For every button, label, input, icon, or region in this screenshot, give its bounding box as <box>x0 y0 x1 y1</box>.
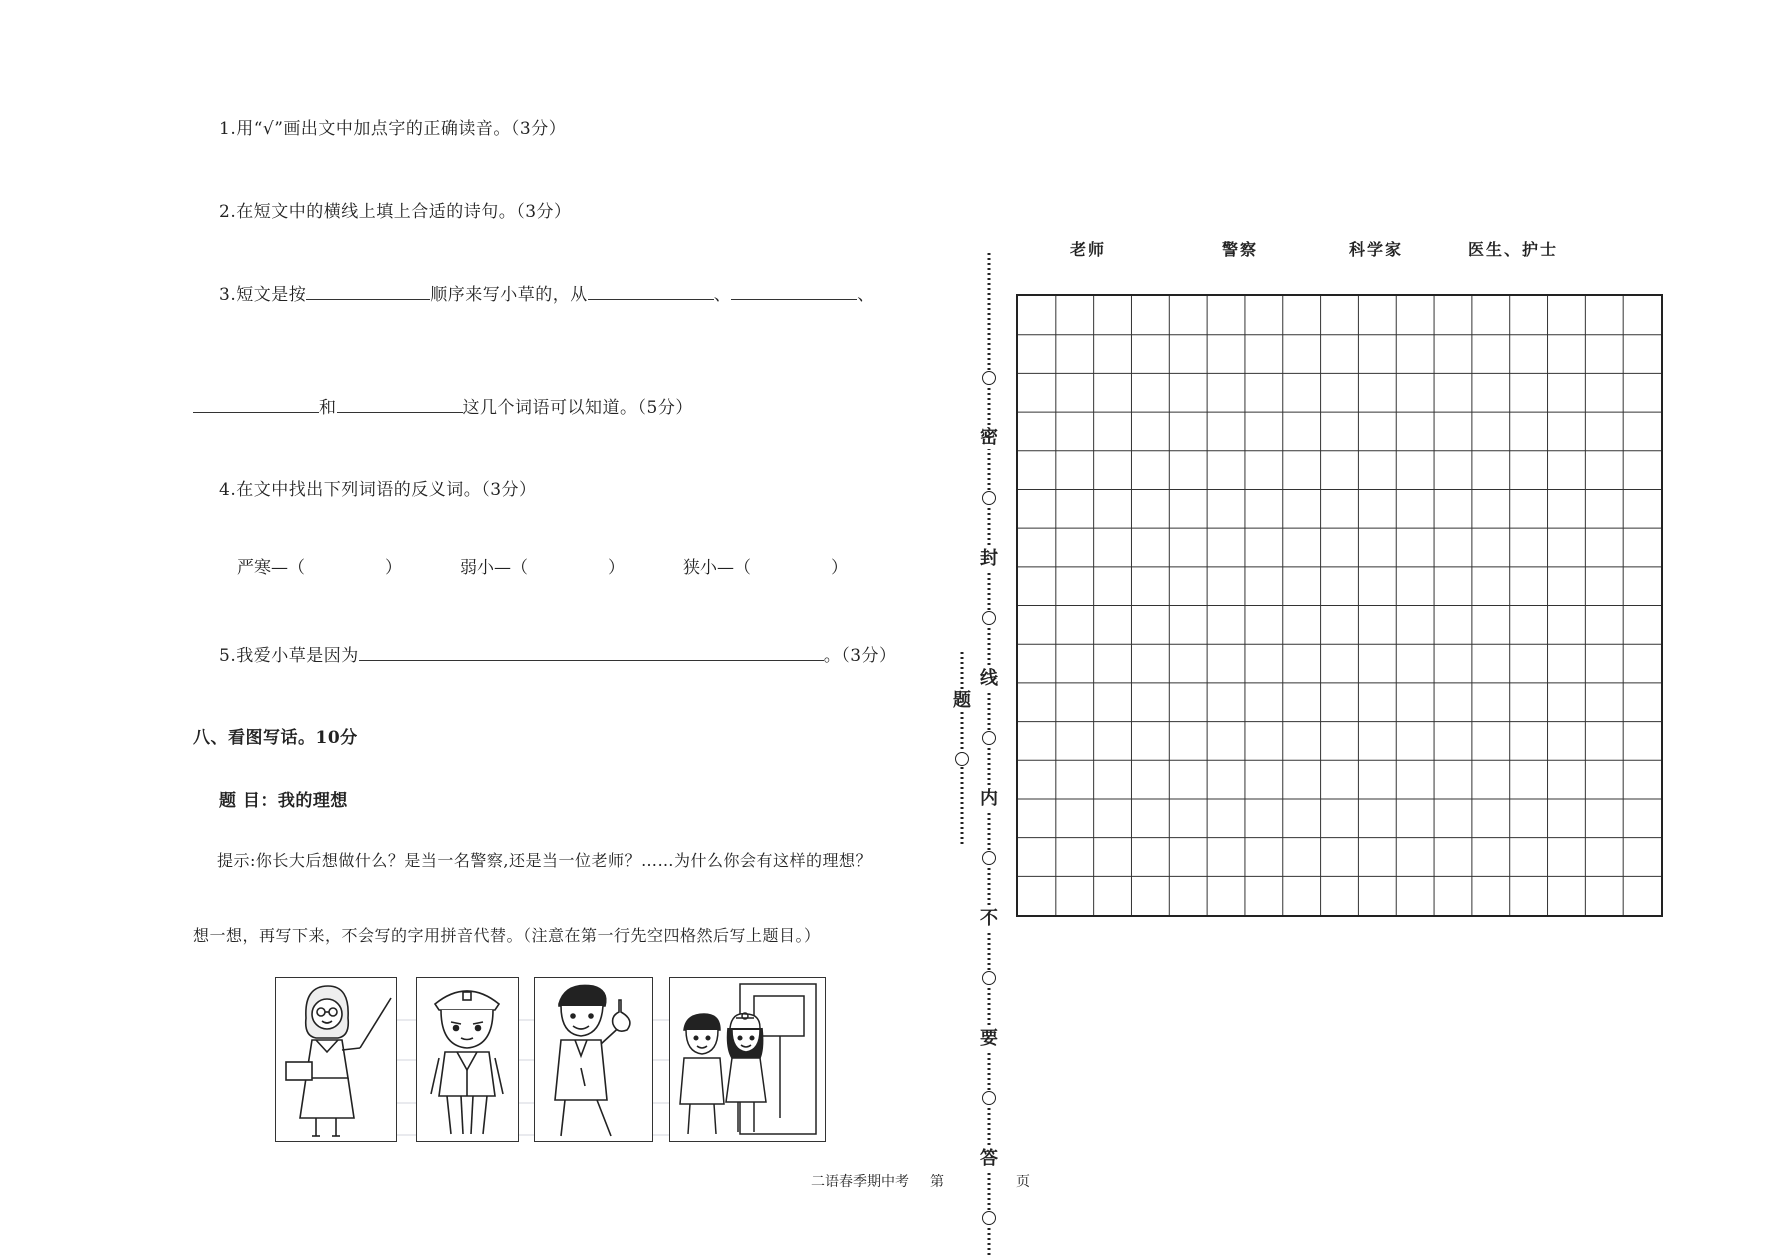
seal-circle <box>982 491 996 505</box>
question-3-line-1 <box>219 280 875 305</box>
question-3-end: 这几个词语可以知道。（5分） <box>462 398 693 418</box>
writing-topic: 题 目：我的理想 <box>219 791 348 811</box>
footer-page-suffix: 页 <box>1016 1174 1030 1190</box>
answer-blank[interactable] <box>731 282 857 300</box>
caption-scientist: 科学家 <box>1349 240 1404 259</box>
answer-blank[interactable] <box>337 395 463 413</box>
antonym-2-close: ） <box>608 558 625 578</box>
separator: 、 <box>857 285 875 305</box>
question-2: 2.在短文中的横线上填上合适的诗句。（3分） <box>219 202 572 222</box>
police-illustration <box>417 978 517 1140</box>
question-3-prefix: 3.短文是按 <box>219 285 307 305</box>
antonym-3-open: 狭小—（ <box>683 558 751 578</box>
seal-char-nei: 内 <box>977 788 1001 810</box>
seal-circle <box>982 731 996 745</box>
picture-strip <box>272 965 832 1147</box>
question-1: 1.用“√”画出文中加点字的正确读音。（3分） <box>219 119 567 139</box>
caption-police: 警察 <box>1222 240 1259 259</box>
question-5-prefix: 5.我爱小草是因为 <box>219 646 359 666</box>
seal-circle <box>982 851 996 865</box>
antonym-2-open: 弱小—（ <box>460 558 528 578</box>
seal-circle <box>982 1091 996 1105</box>
picture-doctor-nurse <box>669 977 826 1142</box>
seal-circle <box>955 752 969 766</box>
picture-teacher <box>275 977 397 1142</box>
picture-police <box>416 977 519 1142</box>
answer-blank[interactable] <box>193 395 319 413</box>
question-3-mid: 顺序来写小草的，从 <box>430 285 588 305</box>
seal-circle <box>982 971 996 985</box>
seal-dotted-line <box>987 253 991 1258</box>
antonym-1-open: 严寒—（ <box>237 558 305 578</box>
picture-scientist <box>534 977 653 1142</box>
seal-dotted-line-short <box>960 652 964 847</box>
question-5 <box>219 641 897 666</box>
writing-grid-lines <box>1018 296 1661 915</box>
seal-char-feng: 封 <box>977 548 1001 570</box>
caption-teacher: 老师 <box>1070 240 1107 259</box>
antonym-3-close: ） <box>831 558 848 578</box>
seal-char-ti: 题 <box>950 690 974 712</box>
seal-char-xian: 线 <box>977 668 1001 690</box>
question-3-and: 和 <box>319 398 337 418</box>
writing-grid[interactable] <box>1016 294 1663 917</box>
seal-char-yao: 要 <box>977 1028 1001 1050</box>
seal-circle <box>982 371 996 385</box>
teacher-illustration <box>276 978 395 1140</box>
section-8-heading: 八、看图写话。10分 <box>193 728 358 748</box>
seal-char-da: 答 <box>977 1148 1001 1170</box>
footer-page-prefix: 第 <box>930 1174 944 1190</box>
question-4: 4.在文中找出下列词语的反义词。（3分） <box>219 480 537 500</box>
separator: 、 <box>713 285 732 305</box>
seal-char-bu: 不 <box>977 908 1001 930</box>
footer-exam-name: 二语春季期中考 <box>811 1174 909 1190</box>
writing-hint-line-1: 提示:你长大后想做什么？是当一名警察,还是当一位老师？……为什么你会有这样的理想？ <box>217 851 872 870</box>
question-5-suffix: 。（3分） <box>823 646 897 666</box>
answer-blank[interactable] <box>359 643 824 661</box>
answer-blank[interactable] <box>306 282 430 300</box>
question-3-line-2 <box>193 393 693 418</box>
seal-circle <box>982 1211 996 1225</box>
antonym-row <box>237 553 848 578</box>
seal-char-mi: 密 <box>977 427 1001 449</box>
caption-doctor-nurse: 医生、护士 <box>1468 240 1559 259</box>
seal-circle <box>982 611 996 625</box>
writing-hint-line-2: 想一想，再写下来，不会写的字用拼音代替。（注意在第一行先空四格然后写上题目。） <box>193 926 821 945</box>
scientist-illustration <box>535 978 651 1140</box>
answer-blank[interactable] <box>588 282 714 300</box>
antonym-1-close: ） <box>385 558 402 578</box>
doctor-nurse-illustration <box>670 978 824 1140</box>
